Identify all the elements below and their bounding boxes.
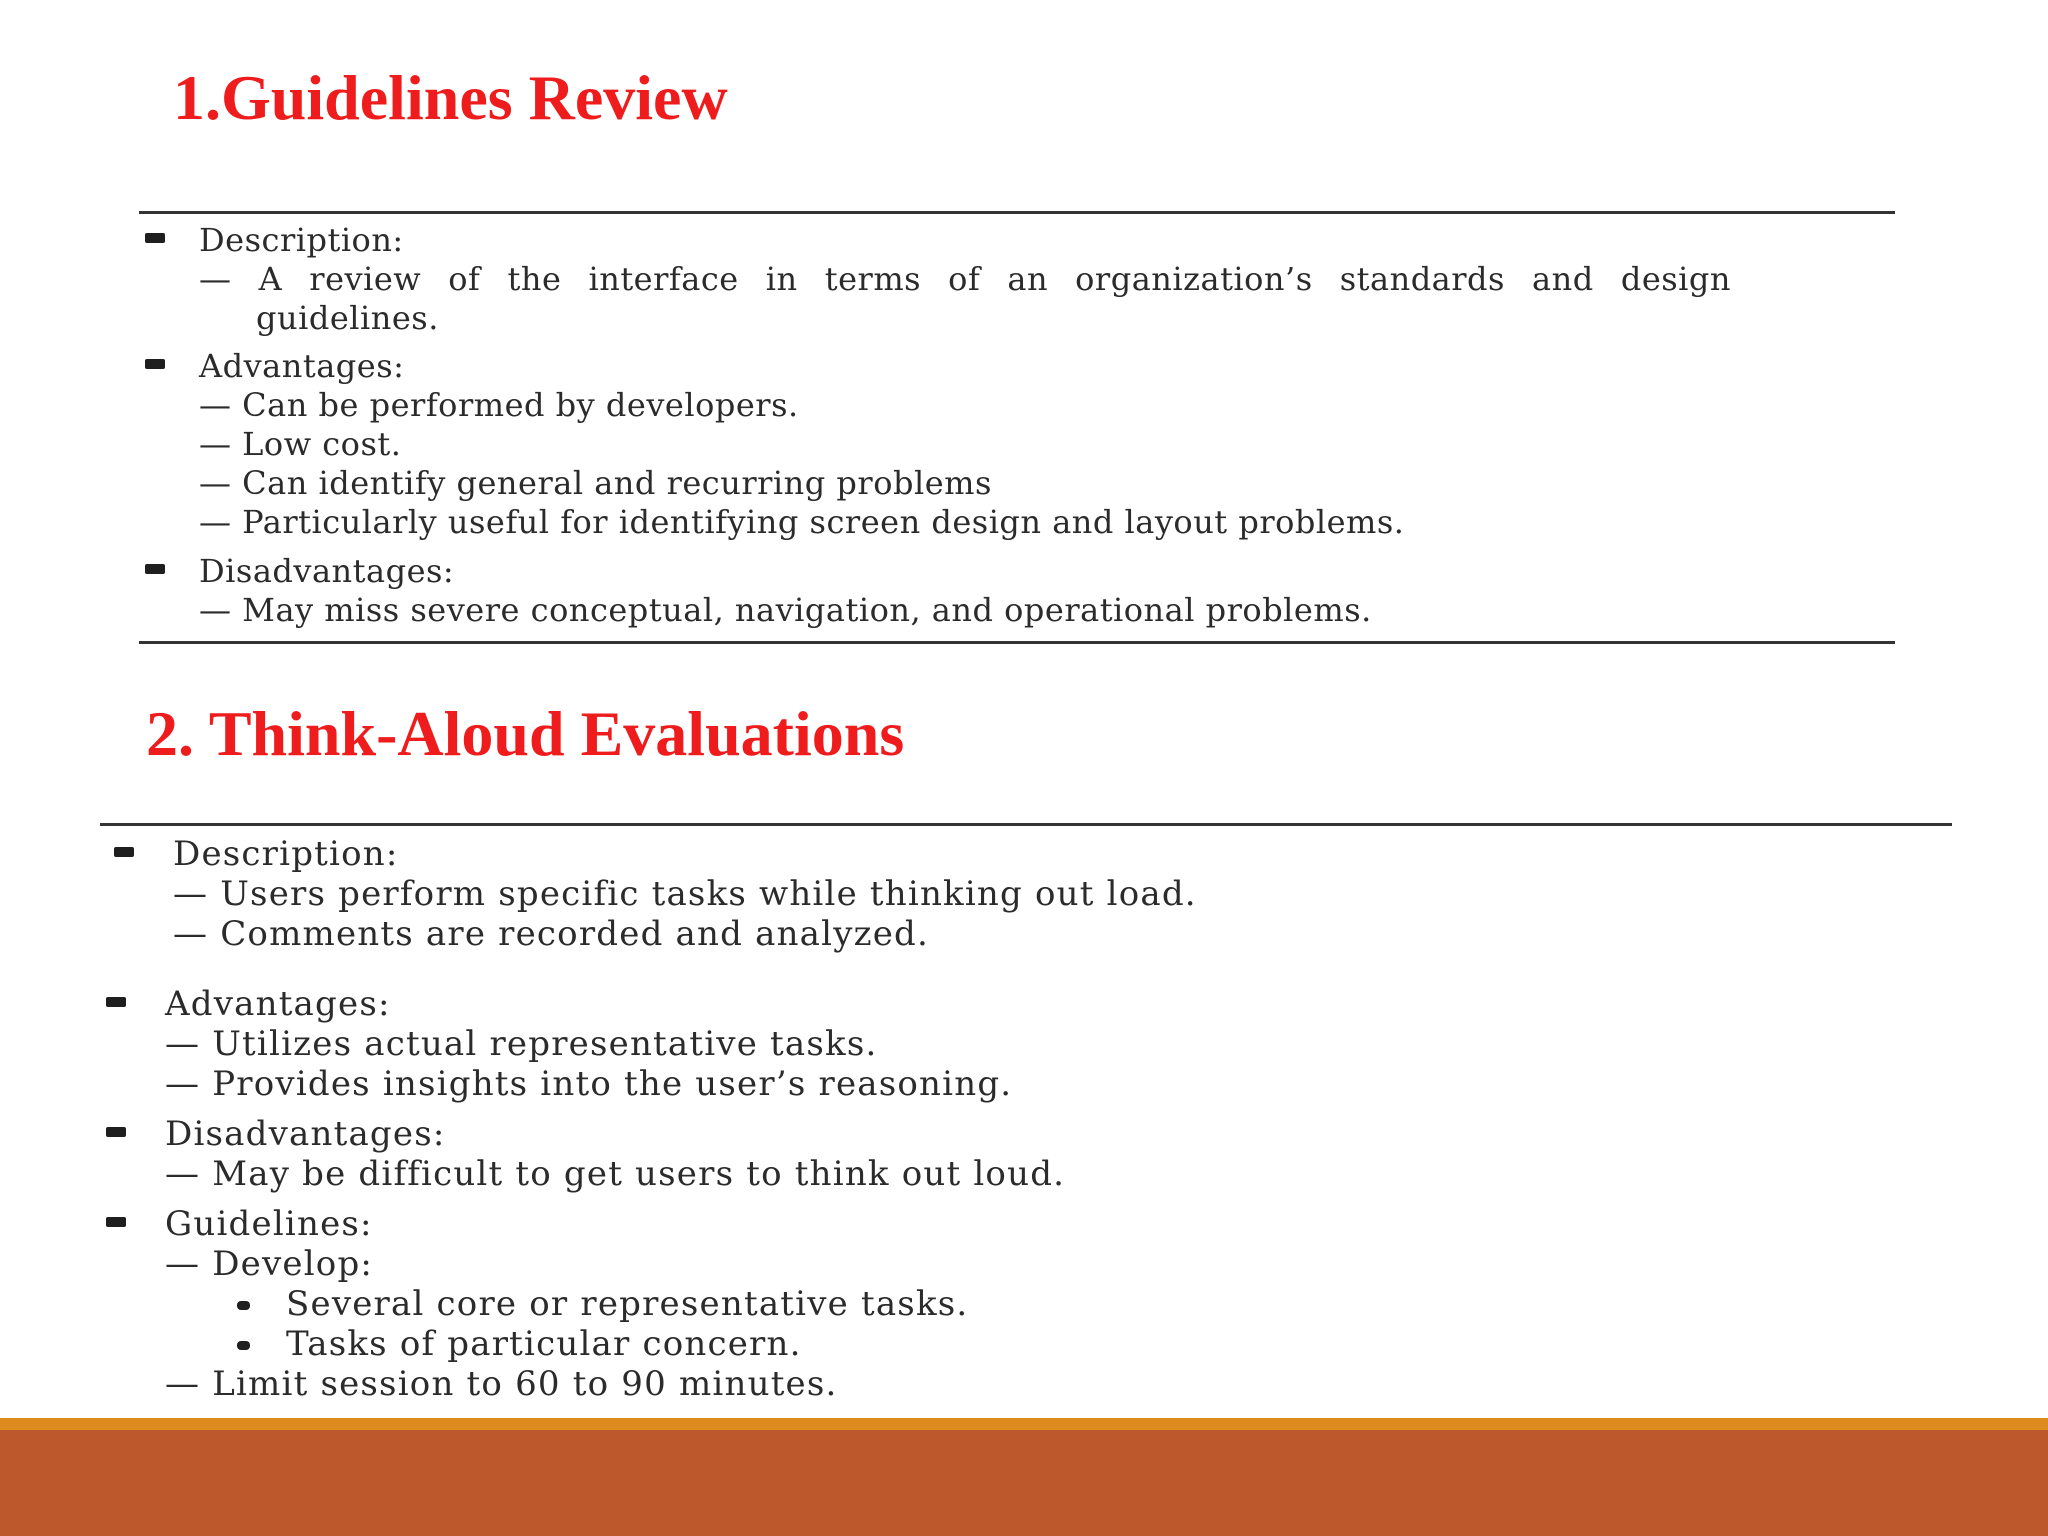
p2-guidelines-label: Guidelines: [165, 1204, 373, 1244]
p1-description-line2: guidelines. [256, 299, 439, 337]
think-aloud-panel [100, 823, 1952, 1421]
bullet-dot-icon [237, 1341, 250, 1350]
bullet-square-icon [114, 847, 134, 857]
bullet-square-icon [145, 359, 165, 369]
p2-description-label: Description: [173, 834, 399, 874]
p1-advantage-item: — Can identify general and recurring problems [199, 464, 992, 502]
bullet-square-icon [106, 1217, 126, 1227]
p2-advantage-item: — Provides insights into the user’s reasoning. [165, 1064, 1013, 1104]
p1-description-line1: — A review of the interface in terms of an organization’s standards and design [199, 260, 1731, 298]
p2-develop-item: Several core or representative tasks. [286, 1284, 969, 1324]
guidelines-review-panel [139, 211, 1895, 644]
p2-description-item: — Comments are recorded and analyzed. [173, 914, 930, 954]
p1-disadvantages-label: Disadvantages: [199, 552, 455, 590]
p2-disadvantage-item: — May be difficult to get users to think out loud. [165, 1154, 1066, 1194]
footer-band [0, 1430, 2048, 1536]
p2-limit-line: — Limit session to 60 to 90 minutes. [165, 1364, 838, 1404]
p1-advantage-item: — Can be performed by developers. [199, 386, 799, 424]
section2-title: 2. Think-Aloud Evaluations [146, 698, 905, 769]
bullet-square-icon [106, 1127, 126, 1137]
panel1-bottom-rule [139, 641, 1895, 644]
p1-disadvantage-item: — May miss severe conceptual, navigation, and operational problems. [199, 591, 1372, 629]
panel2-top-rule [100, 823, 1952, 826]
section1-title: 1.Guidelines Review [173, 62, 728, 133]
p1-advantage-item: — Particularly useful for identifying screen design and layout problems. [199, 503, 1405, 541]
p2-advantage-item: — Utilizes actual representative tasks. [165, 1024, 878, 1064]
p2-advantages-label: Advantages: [165, 984, 391, 1024]
bullet-square-icon [106, 997, 126, 1007]
bullet-square-icon [145, 564, 165, 574]
bullet-dot-icon [237, 1301, 250, 1310]
p2-disadvantages-label: Disadvantages: [165, 1114, 446, 1154]
p2-develop-label: — Develop: [165, 1244, 374, 1284]
p1-advantages-label: Advantages: [199, 347, 405, 385]
panel1-top-rule [139, 211, 1895, 214]
p1-description-label: Description: [199, 221, 404, 259]
bullet-square-icon [145, 233, 165, 243]
p2-description-item: — Users perform specific tasks while thinking out load. [173, 874, 1197, 914]
p2-develop-item: Tasks of particular concern. [286, 1324, 802, 1364]
p1-advantage-item: — Low cost. [199, 425, 402, 463]
